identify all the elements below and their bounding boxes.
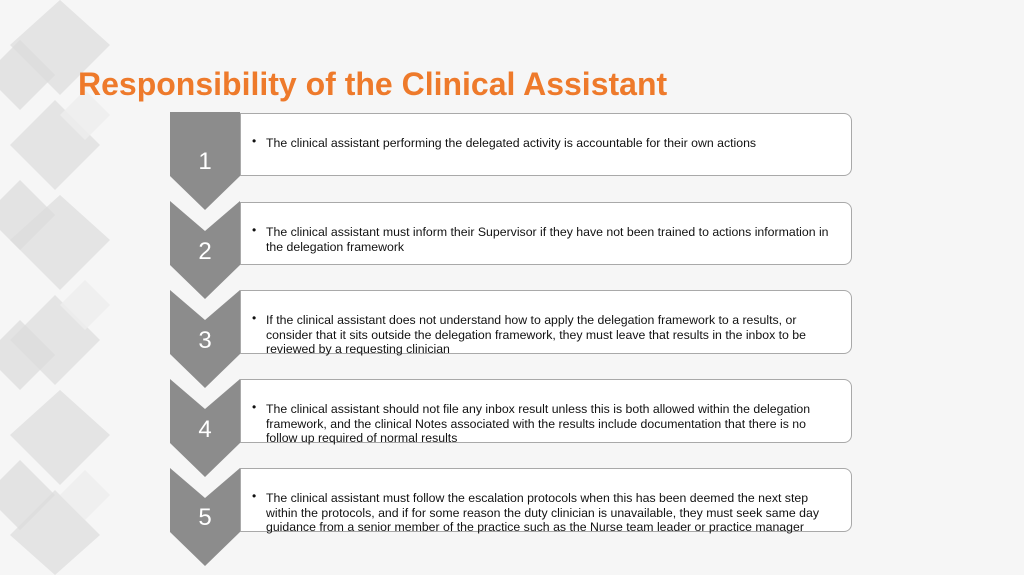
step-1-text: • The clinical assistant performing the delegated activity is accountable for their own actions xyxy=(259,136,839,151)
process-steps xyxy=(170,112,854,572)
step-1-card xyxy=(240,113,852,176)
step-3-text: • If the clinical assistant does not understand how to apply the delegation framework to a results, or consider that it sits outside the delegation framework, they must leave that results in the inbox to be reviewed by a requesting clinician xyxy=(259,313,839,357)
step-4-card xyxy=(240,379,852,446)
step-3-number: 3 xyxy=(198,327,212,354)
step-2-text: • The clinical assistant must inform their Supervisor if they have not been trained to actions information in the delegation framework xyxy=(259,225,839,254)
step-2-card xyxy=(240,202,852,265)
step-5-number: 5 xyxy=(198,504,212,531)
step-3-card xyxy=(240,290,852,357)
step-4-number: 4 xyxy=(198,416,212,443)
step-2-number: 2 xyxy=(198,238,212,265)
step-5-card xyxy=(240,468,852,535)
step-1-number: 1 xyxy=(198,148,212,175)
slide-title: Responsibility of the Clinical Assistant xyxy=(78,66,668,102)
step-5-text: • The clinical assistant must follow the escalation protocols when this has been deemed the next step within the protocols, and if for some reason the duty clinician is unavailable, they must seek same day guidance from a senior member of the practice such as the Nurse team leader or practice manager xyxy=(259,491,839,535)
step-4-text: • The clinical assistant should not file any inbox result unless this is both allowed within the delegation framework, and the clinical Notes associated with the results include documentation that there is no follow up required of normal results xyxy=(259,402,839,446)
